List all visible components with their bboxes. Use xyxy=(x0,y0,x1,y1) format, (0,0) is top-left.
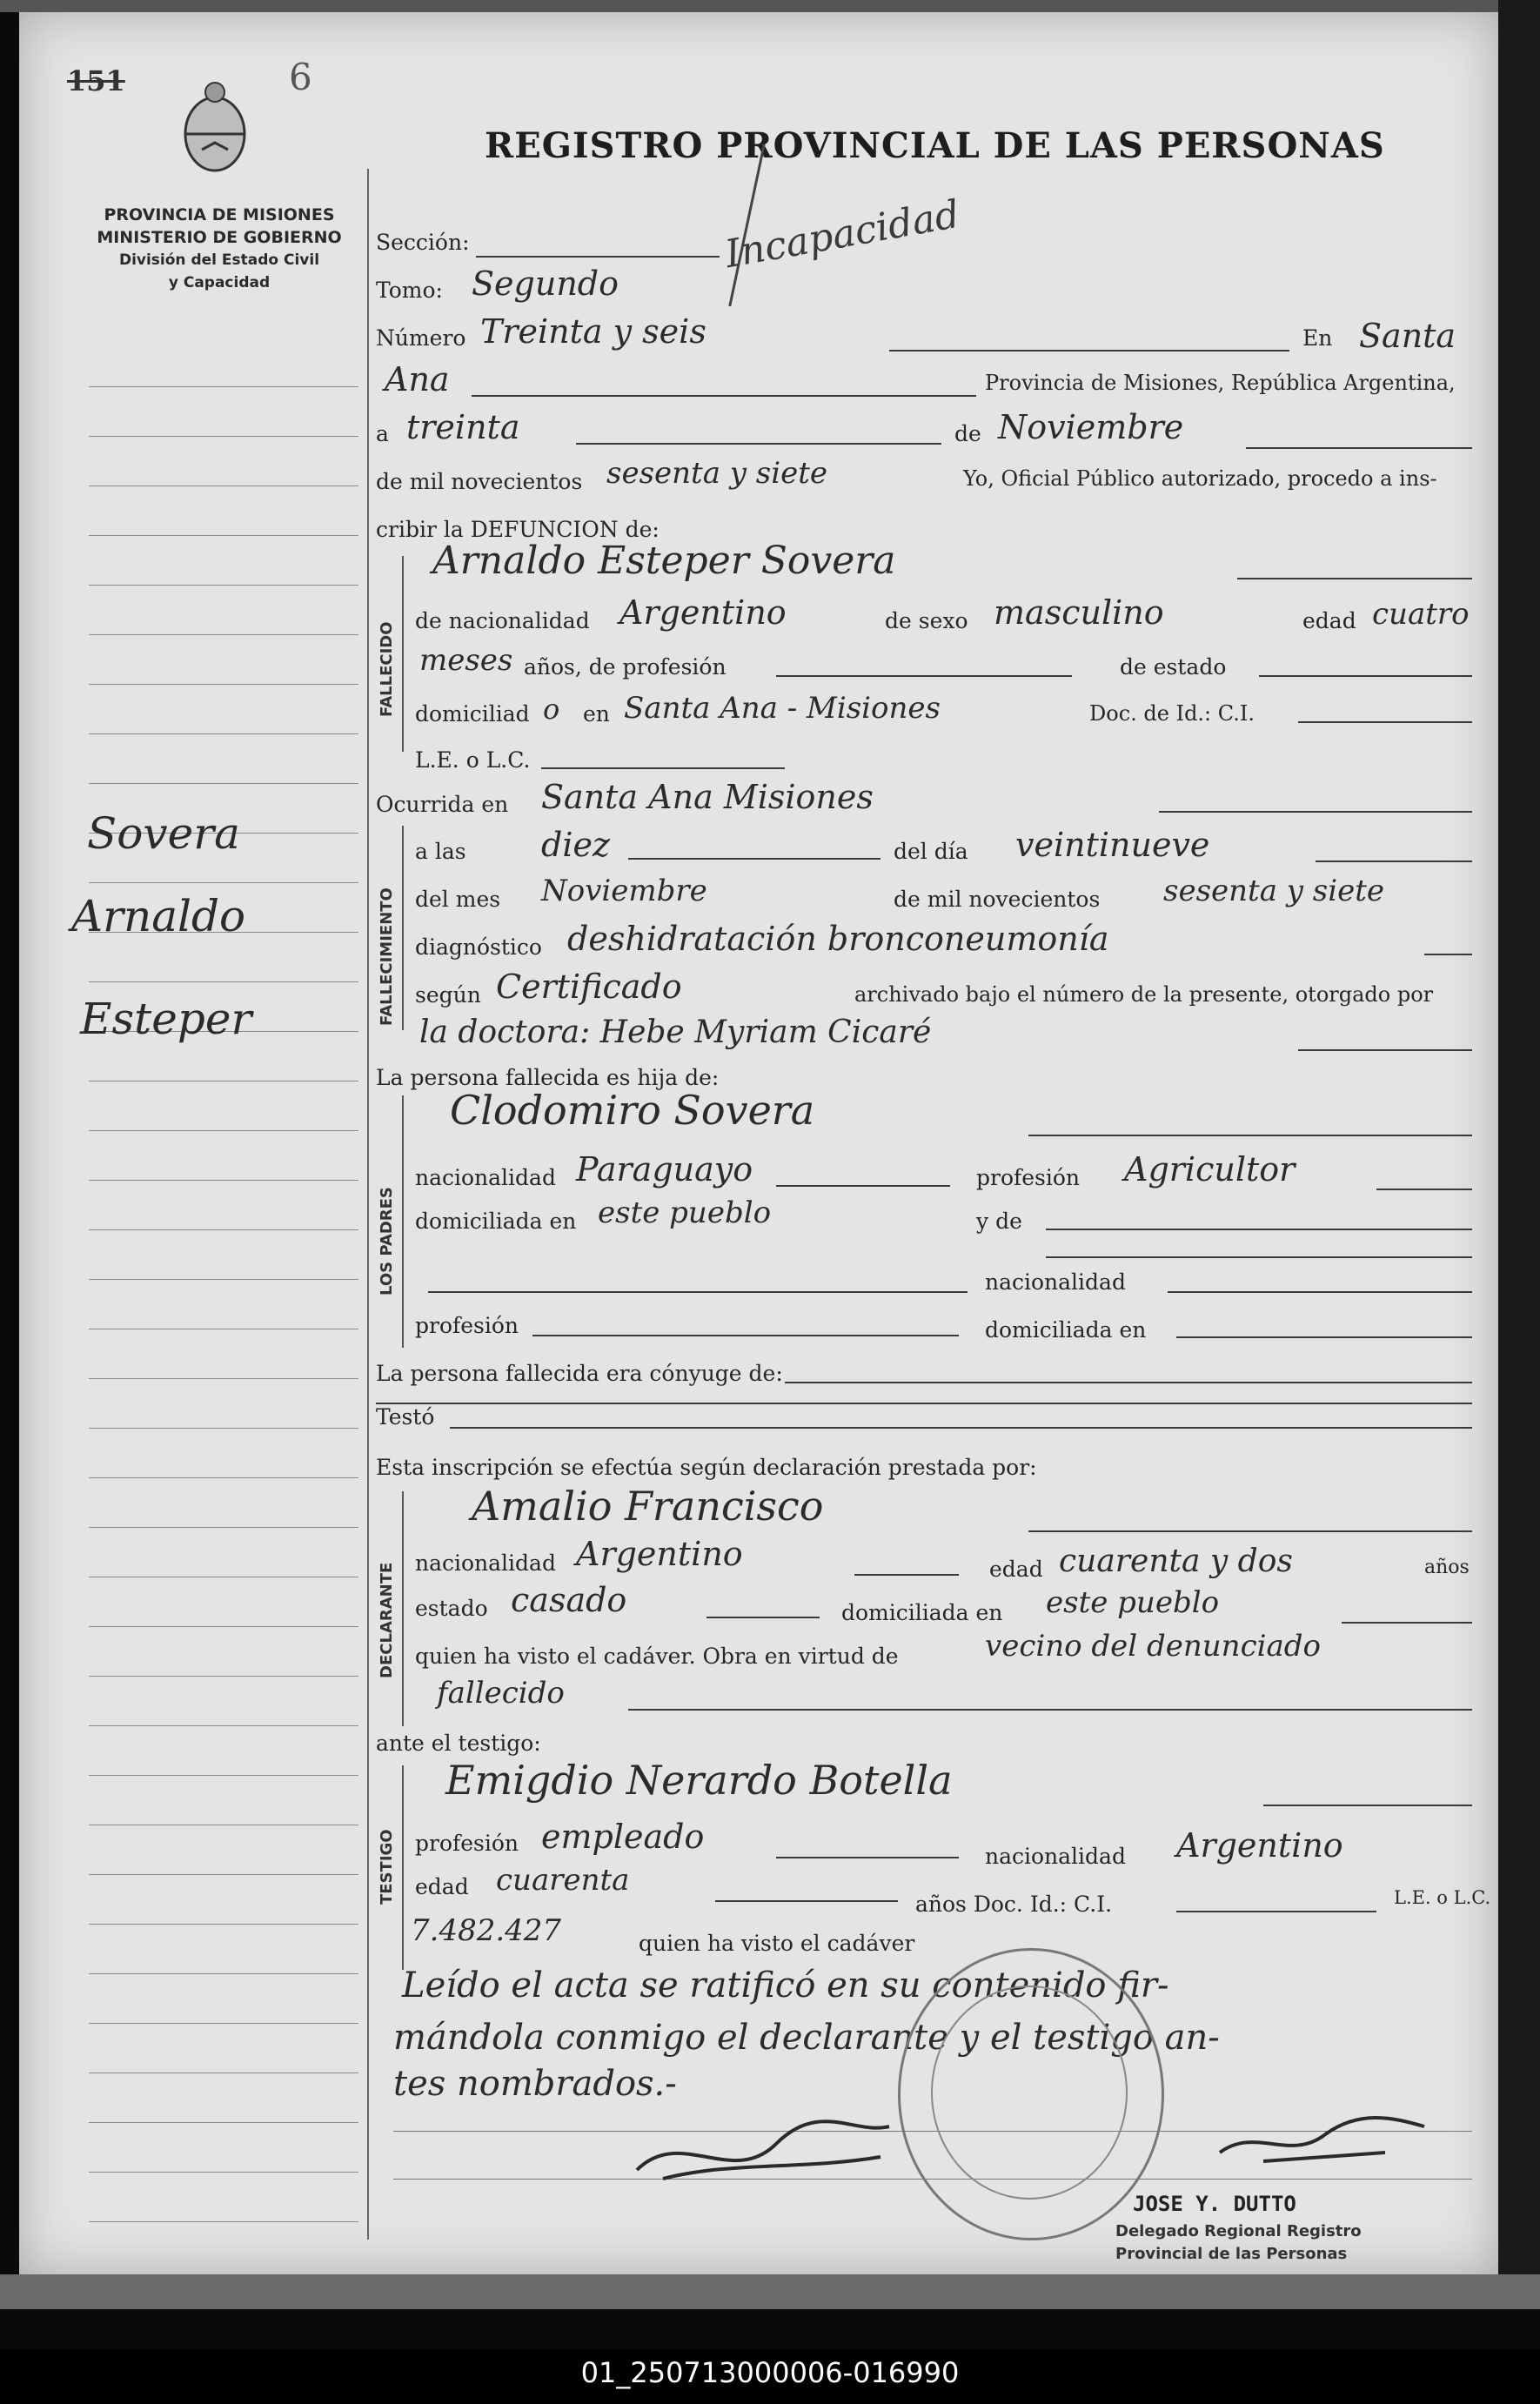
sexo-value: masculino xyxy=(994,593,1164,632)
margin-rule-line xyxy=(89,2172,358,2173)
testo-label: Testó xyxy=(376,1404,435,1430)
profesion-rule xyxy=(776,675,1072,677)
year-prefix: de mil novecientos xyxy=(376,469,583,494)
place-value-2: Ana xyxy=(385,360,450,398)
virtud-value-2: fallecido xyxy=(437,1676,565,1711)
month-rule xyxy=(1246,447,1472,449)
en-label: En xyxy=(1302,325,1333,351)
doc-rule xyxy=(1298,721,1472,723)
day-rule xyxy=(576,443,941,445)
nacionalidad-label: de nacionalidad xyxy=(415,608,590,633)
closing-line-3: tes nombrados.- xyxy=(393,2064,677,2104)
margin-divider xyxy=(367,169,369,2240)
margin-rule-line xyxy=(89,1527,358,1528)
domicilio-en: en xyxy=(583,701,610,727)
official-role-2: Provincial de las Personas xyxy=(1115,2245,1348,2263)
margin-rule-line xyxy=(89,2023,358,2024)
province-name: PROVINCIA DE MISIONES xyxy=(104,205,335,224)
name-rule xyxy=(1237,578,1472,579)
tomo-label: Tomo: xyxy=(376,278,443,303)
testigo-nac-value: Argentino xyxy=(1176,1826,1343,1865)
deceased-name: Arnaldo Esteper Sovera xyxy=(432,539,896,583)
margin-rule-line xyxy=(89,1725,358,1726)
margin-rule-line xyxy=(89,1676,358,1677)
margin-rule-line xyxy=(89,1279,358,1280)
diag-rule xyxy=(1424,954,1472,955)
segun-label: según xyxy=(415,982,481,1008)
conyuge-rule xyxy=(785,1382,1472,1383)
edad-value-2: meses xyxy=(419,643,513,678)
margin-rule-line xyxy=(89,386,358,387)
hora-value: diez xyxy=(541,826,610,864)
declarante-estado-value: casado xyxy=(511,1581,627,1619)
padre-prof-label: profesión xyxy=(976,1165,1081,1190)
tomo-value: Segundo xyxy=(472,265,619,303)
testigo-prof-rule xyxy=(776,1857,959,1858)
testigo-name-rule xyxy=(1263,1805,1472,1806)
margin-rule-line xyxy=(89,1477,358,1478)
margin-rule-line xyxy=(89,981,358,982)
testigo-visto-label: quien ha visto el cadáver xyxy=(639,1931,915,1956)
numero-label: Número xyxy=(376,325,466,351)
le-rule xyxy=(541,767,785,769)
day-value: treinta xyxy=(406,408,520,446)
a-label: a xyxy=(376,421,389,446)
official-seal-icon xyxy=(898,1948,1164,2240)
testo-rule xyxy=(450,1427,1472,1429)
margin-rule-line xyxy=(89,436,358,437)
margin-rule-line xyxy=(89,733,358,734)
inscripcion-label: Esta inscripción se efectúa según declaración prestada por: xyxy=(376,1455,1037,1480)
doc-label: Doc. de Id.: C.I. xyxy=(1089,701,1255,726)
estado-rule xyxy=(1259,675,1472,677)
testigo-prof-label: profesión xyxy=(415,1831,519,1856)
padres-side-label: LOS PADRES xyxy=(378,1187,396,1296)
seccion-rule xyxy=(476,256,720,258)
numero-rule xyxy=(889,350,1289,352)
margin-rule-line xyxy=(89,1229,358,1230)
place-value-1: Santa xyxy=(1359,317,1456,355)
declarante-estado-label: estado xyxy=(415,1596,488,1621)
testigo-le-label: L.E. o L.C. xyxy=(1394,1887,1491,1908)
official-role-1: Delegado Regional Registro xyxy=(1115,2222,1362,2240)
testigo-edad-label: edad xyxy=(415,1874,469,1899)
margin-rule-line xyxy=(89,1130,358,1131)
register-page xyxy=(19,12,1498,2274)
coat-of-arms-icon xyxy=(176,80,254,177)
alas-label: a las xyxy=(415,839,466,864)
padre-dom-label: domiciliada en xyxy=(415,1209,577,1234)
declarante-side-label: DECLARANTE xyxy=(378,1562,396,1678)
domicilio-value: Santa Ana - Misiones xyxy=(624,691,941,726)
year-value: sesenta y siete xyxy=(606,456,828,491)
madre-name-rule xyxy=(428,1291,968,1293)
provincia-text: Provincia de Misiones, República Argentina, xyxy=(985,371,1456,395)
place-rule xyxy=(472,395,976,397)
padre-prof-value: Agricultor xyxy=(1124,1150,1296,1189)
conyuge-label: La persona fallecida era cónyuge de: xyxy=(376,1361,783,1386)
book-edge xyxy=(1498,0,1540,2280)
month-value: Noviembre xyxy=(998,408,1184,446)
anos-profesion-label: años, de profesión xyxy=(524,654,726,680)
fallecido-side-label: FALLECIDO xyxy=(378,621,396,717)
margin-rule-line xyxy=(89,1924,358,1925)
mes-value: Noviembre xyxy=(541,874,707,908)
division-name-1: División del Estado Civil xyxy=(118,251,320,269)
margin-rule-line xyxy=(89,1973,358,1974)
margin-rule-line xyxy=(89,882,358,883)
deldia-label: del día xyxy=(894,839,968,864)
fallecimiento-bracket xyxy=(402,826,404,1030)
ocurrida-label: Ocurrida en xyxy=(376,792,509,817)
annotation-stroke xyxy=(728,144,765,306)
cribir-text: cribir la DEFUNCION de: xyxy=(376,517,660,542)
hija-label: La persona fallecida es hija de: xyxy=(376,1065,720,1090)
declarante-signature-icon xyxy=(628,2109,907,2196)
image-caption: 01_250713000006-016990 xyxy=(580,2356,960,2389)
delmes-label: del mes xyxy=(415,887,501,912)
anio-value: sesenta y siete xyxy=(1163,874,1385,908)
page-title: REGISTRO PROVINCIAL DE LAS PERSONAS xyxy=(485,125,1385,166)
margin-rule-line xyxy=(89,783,358,784)
domicilio-o: o xyxy=(543,693,560,726)
estado-label: de estado xyxy=(1120,654,1227,680)
declarante-bracket xyxy=(402,1491,404,1726)
dia-value: veintinueve xyxy=(1015,826,1210,864)
declarante-estado-rule xyxy=(706,1617,820,1618)
padre-nac-label: nacionalidad xyxy=(415,1165,556,1190)
declarante-nac-value: Argentino xyxy=(576,1535,743,1573)
numero-value: Treinta y seis xyxy=(480,312,706,351)
nacionalidad-value: Argentino xyxy=(619,593,787,632)
diag-label: diagnóstico xyxy=(415,934,542,960)
testigo-doc-number: 7.482.427 xyxy=(411,1913,562,1948)
dia-rule xyxy=(1316,860,1472,862)
seal-inner-ring xyxy=(931,1985,1128,2200)
testigo-nac-label: nacionalidad xyxy=(985,1844,1126,1869)
declarante-dom-value: este pueblo xyxy=(1046,1585,1220,1620)
de-label: de xyxy=(954,421,981,446)
margin-rule-line xyxy=(89,684,358,685)
virtud-value-1: vecino del denunciado xyxy=(985,1629,1321,1664)
padre-nac-value: Paraguayo xyxy=(576,1150,753,1189)
fallecimiento-side-label: FALLECIMIENTO xyxy=(378,887,396,1026)
le-label: L.E. o L.C. xyxy=(415,747,531,773)
madre-rule xyxy=(1046,1229,1472,1230)
testigo-doc-label: años Doc. Id.: C.I. xyxy=(915,1892,1113,1917)
virtud-rule xyxy=(628,1709,1472,1711)
declarante-dom-label: domiciliada en xyxy=(841,1600,1003,1625)
testigo-signature-icon xyxy=(1211,2100,1437,2179)
madre-dom-label: domiciliada en xyxy=(985,1317,1147,1343)
margin-rule-line xyxy=(89,485,358,486)
closing-line-2: mándola conmigo el declarante y el testigo an- xyxy=(393,2018,1220,2058)
padre-rule xyxy=(1028,1135,1472,1136)
domicilio-label: domiciliad xyxy=(415,701,530,727)
testigo-edad-value: cuarenta xyxy=(496,1863,630,1898)
seccion-label: Sección: xyxy=(376,230,470,255)
declarante-edad-label: edad xyxy=(989,1557,1043,1582)
madre-nac-rule xyxy=(1168,1291,1472,1293)
fallecido-bracket xyxy=(402,556,404,752)
margin-middle-name: Esteper xyxy=(80,994,252,1044)
hora-rule xyxy=(628,858,880,860)
testigo-edad-rule xyxy=(715,1900,898,1902)
margin-rule-line xyxy=(89,585,358,586)
margin-surname: Sovera xyxy=(87,808,240,859)
margin-rule-line xyxy=(89,1180,358,1181)
testigo-ante-label: ante el testigo: xyxy=(376,1731,541,1756)
demil-label: de mil novecientos xyxy=(894,887,1101,912)
padre-nac-rule xyxy=(776,1185,950,1187)
declarante-nac-label: nacionalidad xyxy=(415,1550,556,1576)
declarante-name: Amalio Francisco xyxy=(472,1483,824,1530)
division-name-2: y Capacidad xyxy=(168,274,271,291)
ocurrida-value: Santa Ana Misiones xyxy=(541,778,874,816)
sexo-label: de sexo xyxy=(885,608,968,633)
segun-value: Certificado xyxy=(496,968,682,1006)
padre-dom-value: este pueblo xyxy=(598,1195,772,1230)
declarante-dom-rule xyxy=(1342,1622,1472,1624)
testigo-prof-value: empleado xyxy=(541,1818,705,1856)
testigo-name: Emigdio Nerardo Botella xyxy=(445,1757,953,1804)
book-binding xyxy=(0,2274,1540,2309)
doctor-rule xyxy=(1298,1049,1472,1051)
padres-bracket xyxy=(402,1095,404,1348)
margin-rule-line xyxy=(89,1874,358,1875)
madre-dom-rule xyxy=(1176,1336,1472,1338)
madre-prof-rule xyxy=(532,1335,959,1336)
visto-text: quien ha visto el cadáver. Obra en virtud de xyxy=(415,1644,899,1669)
margin-rule-line xyxy=(89,1626,358,1627)
madre-rule-2 xyxy=(1046,1256,1472,1258)
edad-value-1: cuatro xyxy=(1372,597,1470,632)
margin-rule-line xyxy=(89,634,358,635)
margin-rule-line xyxy=(89,1775,358,1776)
testigo-doc-rule xyxy=(1176,1911,1376,1912)
margin-annotation: Incapacidad xyxy=(721,191,963,278)
declarante-edad-value: cuarenta y dos xyxy=(1059,1544,1293,1579)
margin-rule-line xyxy=(89,2122,358,2123)
declarante-name-rule xyxy=(1028,1530,1472,1532)
padre-prof-rule xyxy=(1376,1189,1472,1190)
diag-value: deshidratación bronconeumonía xyxy=(567,920,1109,958)
madre-nac-label: nacionalidad xyxy=(985,1269,1126,1295)
margin-rule-line xyxy=(89,1428,358,1429)
margin-rule-line xyxy=(89,535,358,536)
madre-prof-label: profesión xyxy=(415,1313,519,1338)
archivado-text: archivado bajo el número de la presente, otorgado por xyxy=(854,982,1434,1007)
ministry-name: MINISTERIO DE GOBIERNO xyxy=(97,228,342,247)
official-name: JOSE Y. DUTTO xyxy=(1133,2192,1296,2216)
margin-rule-line xyxy=(89,1378,358,1379)
ocurrida-rule xyxy=(1159,811,1472,813)
issuer-block xyxy=(71,204,367,294)
top-edge xyxy=(0,0,1540,12)
padre-name: Clodomiro Sovera xyxy=(450,1087,815,1134)
declarante-nac-rule xyxy=(854,1574,959,1576)
testigo-side-label: TESTIGO xyxy=(378,1829,396,1905)
margin-first-name: Arnaldo xyxy=(71,891,246,941)
declarante-anos-label: años xyxy=(1424,1557,1470,1578)
struck-folio: 151 xyxy=(67,64,125,97)
madre-label: y de xyxy=(976,1209,1022,1234)
doctor-value: la doctora: Hebe Myriam Cicaré xyxy=(419,1015,932,1050)
margin-rule-line xyxy=(89,2221,358,2222)
edad-label: edad xyxy=(1302,608,1356,633)
folio-number: 6 xyxy=(289,56,312,98)
closing-line-1: Leído el acta se ratificó en su contenido fir- xyxy=(402,1965,1169,2006)
conyuge-rule-2 xyxy=(376,1403,1472,1404)
testigo-bracket xyxy=(402,1765,404,1970)
oficial-text: Yo, Oficial Público autorizado, procedo a ins- xyxy=(963,466,1437,491)
